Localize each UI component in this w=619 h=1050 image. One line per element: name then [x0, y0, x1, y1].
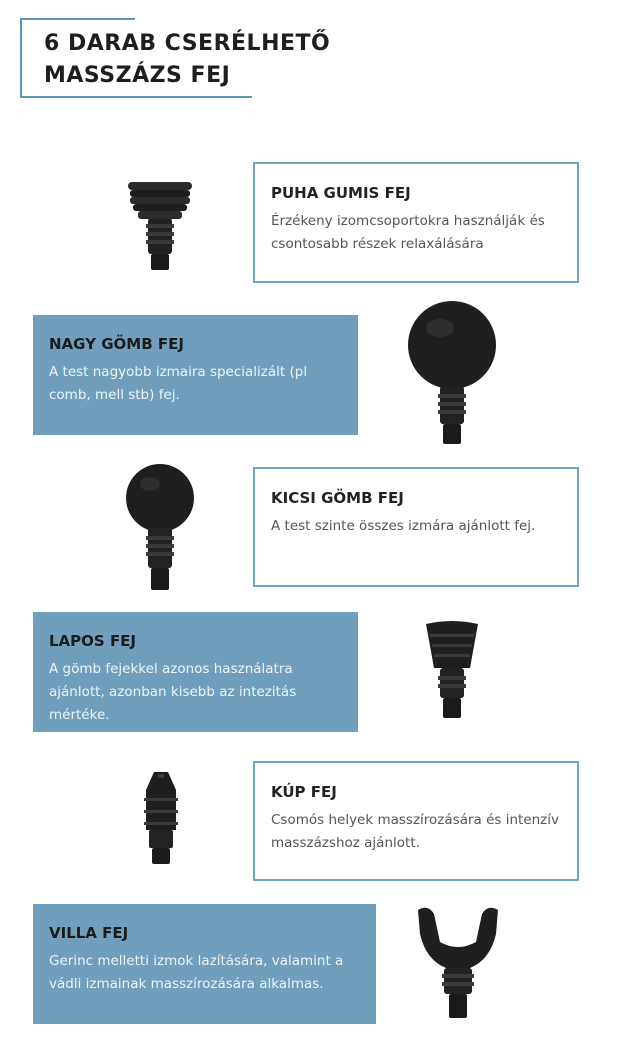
head-name: LAPOS FEJ	[49, 632, 137, 650]
head-card-4	[33, 612, 358, 732]
page-title-line2: MASSZÁZS FEJ	[44, 63, 231, 88]
flat-head-icon	[420, 618, 484, 724]
large-ball-head-icon	[404, 300, 500, 448]
small-ball-head-icon	[122, 464, 198, 596]
head-description: A test szinte összes izmára ajánlott fej.	[271, 518, 536, 534]
head-name: KICSI GÖMB FEJ	[271, 489, 404, 507]
head-card-3	[253, 467, 579, 587]
head-description: Érzékeny izomcsoportokra használják és csontosabb részek relaxálására	[271, 213, 545, 252]
head-card-2	[33, 315, 358, 435]
fork-head-icon	[410, 904, 506, 1024]
head-name: NAGY GÖMB FEJ	[49, 335, 184, 353]
frame-line-left	[20, 18, 22, 98]
frame-line-bottom	[20, 96, 252, 98]
head-card-6	[33, 904, 376, 1024]
cone-head-icon	[136, 768, 186, 868]
head-name: PUHA GUMIS FEJ	[271, 184, 411, 202]
head-card-5	[253, 761, 579, 881]
head-description: Csomós helyek masszírozására és intenzív masszázshoz ajánlott.	[271, 812, 560, 851]
head-name: KÚP FEJ	[271, 783, 337, 801]
soft-rubber-head-icon	[124, 178, 196, 274]
page-title	[44, 28, 330, 92]
page-title-line1: 6 DARAB CSERÉLHETŐ	[44, 31, 331, 56]
head-description: A gömb fejekkel azonos használatra ajánlott, azonban kisebb az intezitás mértéke.	[49, 661, 297, 723]
head-card-1	[253, 162, 579, 283]
frame-line-top	[20, 18, 135, 20]
head-description: A test nagyobb izmaira specializált (pl comb, mell stb) fej.	[49, 364, 308, 403]
head-name: VILLA FEJ	[49, 924, 129, 942]
head-description: Gerinc melletti izmok lazítására, valamint a vádli izmainak masszírozására alkalmas.	[49, 953, 344, 992]
